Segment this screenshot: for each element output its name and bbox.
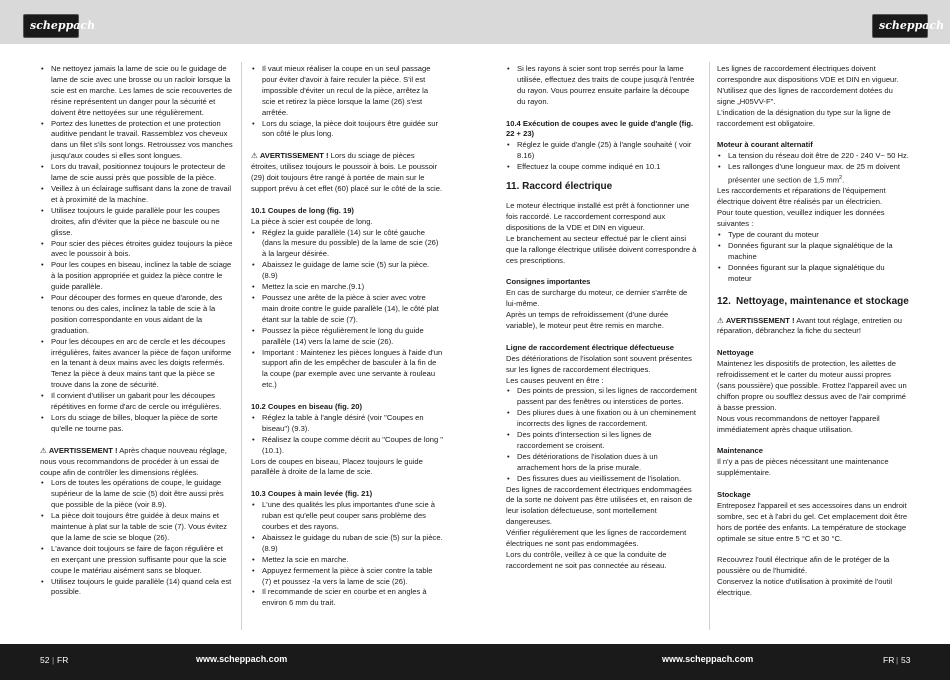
subheading-consignes: Consignes importantes xyxy=(506,277,591,287)
paragraph: En cas de surcharge du moteur, ce dernier s'arrête de lui-même. xyxy=(506,288,688,309)
list-item: • Réglez la guide parallèle (14) sur le côté gauche (dans la mesure du possible) de la lame de scie (26) à la largeur désirée. xyxy=(251,228,443,261)
list-item: • Ne nettoyez jamais la lame de scie ou le guidage de lame de scie avec une brosse ou un racloir lorsque la scie est en marche. Les lames de scie recouvertes de résine représentent un danger pour la sécurité et doivent être nettoyées sur une régulièrement. xyxy=(40,64,233,119)
list-item: • Il recommande de scier en courbe et en angles à environ 6 mm du trait. xyxy=(251,587,443,609)
paragraph: Le branchement au secteur effectué par le client ainsi que la rallonge électrique utilisée doivent correspondre à ces prescriptions. xyxy=(506,233,697,265)
motor-list xyxy=(717,151,910,186)
paragraph: Conservez la notice d'utilisation à proximité de l'outil électrique. xyxy=(717,577,893,598)
list-item: • Mettez la scie en marche.(9.1) xyxy=(251,282,443,293)
paragraph: Les causes peuvent en être : xyxy=(506,375,604,385)
warning-paragraph xyxy=(717,316,910,338)
footer-separator: | xyxy=(52,655,55,665)
section-heading-10-4: 10.4 Exécution de coupes avec le guide d'angle (fig. 22 + 23) xyxy=(506,118,694,139)
list-item: • Abaissez le guidage de lame scie (5) sur la pièce. (8.9) xyxy=(251,260,443,282)
list-item: • Portez des lunettes de protection et une protection auditive pendant le travail. Rassemblez vos cheveux dans un filet s'ils sont longs. Retroussez vos manches jusqu'aux coudes si elles sont longues. xyxy=(40,119,233,163)
paragraph: Après un temps de refroidissement (d'une durée variable), le moteur peut être remis en marche. xyxy=(506,310,669,330)
list-item: • Des pliures dues à une fixation ou à un cheminement incorrects des lignes de raccordement. xyxy=(506,408,699,430)
warning-text: Après chaque nouveau réglage, nous vous recommandons de procéder à un essai de coupe afin de contrôler les dimensions réglées. xyxy=(40,445,227,477)
list-item: • Si les rayons à scier sont trop serrés pour la lame utilisée, effectuez des traits de coupe jusqu'à l'entrée du rayon. Vous pourrez ensuite parfaire la découpe du rayon. xyxy=(506,64,699,108)
section-number: 12. xyxy=(717,295,731,307)
list-item: • L'avance doit toujours se faire de façon régulière et en exerçant une pression suffisante pour que la scie coupe le matériau aisément sans se bloquer. xyxy=(40,544,233,577)
warning-triangle-icon: ⚠ xyxy=(251,151,258,161)
list-item: • Des détériorations de l'isolation dues à un arrachement hors de la prise murale. xyxy=(506,452,699,474)
list-item: • Appuyez fermement la pièce à scier contre la table (7) et poussez -la vers la lame de scie (26). xyxy=(251,566,443,588)
warning-text: Lors du sciage de pièces étroites, utilisez toujours le poussoir à bois. Le poussoir (29) doit toujours être rangé à portée de main sur le support prévu à cet effet (60) placé sur le côté de la scie. xyxy=(251,151,443,193)
list-item: • Données figurant sur la plaque signalétique du moteur xyxy=(717,263,910,285)
section-title: Nettoyage, maintenance et stockage xyxy=(736,295,909,307)
list-item: • Important : Maintenez les pièces longues à l'aide d'un support afin de les empêcher de basculer à la fin de la coupe (par exemple avec une servante à rouleau etc.) xyxy=(251,348,443,392)
data-list xyxy=(717,230,910,285)
subheading-maintenance: Maintenance xyxy=(717,446,763,456)
column-3 xyxy=(506,64,699,572)
paragraph: Lors de coupes en biseau, Placez toujours le guide parallèle à droite de la lame de scie. xyxy=(251,456,423,477)
paragraph: Nous vous recommandons de nettoyer l'appareil immédiatement après chaque utilisation. xyxy=(717,413,880,434)
paragraph: Lors du contrôle, veillez à ce que la conduite de raccordement ne soit pas connectée au réseau. xyxy=(506,550,667,570)
steps-list xyxy=(251,228,443,392)
list-item: • L'une des qualités les plus importantes d'une scie à ruban est qu'elle peut couper sans problème des courbes et des rayons. xyxy=(251,500,443,533)
list-item: • Pour les découpes en arc de cercle et les découpes irrégulières, faites avancer la pièce de façon uniforme en la tenant à deux mains avec les doigts refermés. Tenez la pièce à deux mains tant que la pièce se trouve dans la zone de sécurité. xyxy=(40,337,233,392)
list-item: • Réglez le guide d'angle (25) à l'angle souhaité ( voir 8.16) xyxy=(506,140,699,162)
section-heading-12 xyxy=(717,296,910,308)
paragraph: Maintenez les dispositifs de protection, les ailettes de refroidissement et le carter du moteur aussi propres (sans poussière) que possible. Frottez l'appareil avec un chiffon propre ou soufflez dessus avec de l'air comprimé à basse pression. xyxy=(717,359,907,412)
list-item: • Abaissez le guidage du ruban de scie (5) sur la pièce. (8.9) xyxy=(251,533,443,555)
list-item: • Réglez la table à l'angle désiré (voir "Coupes en biseau") (9.3). xyxy=(251,413,443,435)
language-left: FR xyxy=(57,655,69,665)
footer-bar xyxy=(0,644,950,680)
column-2 xyxy=(251,64,443,609)
list-item: • Des points d'intersection si les lignes de raccordement se croisent. xyxy=(506,430,699,452)
paragraph: Des détériorations de l'isolation sont souvent présentes sur les lignes de raccordement électriques. xyxy=(506,353,692,374)
paragraph: Les raccordements et réparations de l'équipement électrique doivent être réalisés par un électricien. xyxy=(717,186,886,207)
language-right: FR xyxy=(883,655,895,665)
paragraph: Entreposez l'appareil et ses accessoires dans un endroit sombre, sec et à l'abri du gel. Cet emplacement doit être hors de portée des enfants. La température de stockage optimale se situe entre 5 °C et 30 °C. xyxy=(717,500,908,543)
list-item: • Type de courant du moteur xyxy=(717,230,910,241)
paragraph: Les lignes de raccordement électriques doivent correspondre aux dispositions VDE et DIN en vigueur. N'utilisez que des lignes de raccordement dotées du signe „H05VV-F". xyxy=(717,64,899,106)
list-item: • Effectuez la coupe comme indiqué en 10.1 xyxy=(506,162,699,173)
page-number-left: 52 xyxy=(40,655,50,665)
warning-label: AVERTISSEMENT ! xyxy=(259,151,329,161)
subheading-ligne: Ligne de raccordement électrique défectueuse xyxy=(506,342,674,352)
section-heading-10-1: 10.1 Coupes de long (fig. 19) xyxy=(251,205,354,215)
cutting-list xyxy=(40,478,233,598)
list-item: • Des points de pression, si les lignes de raccordement passent par des fenêtres ou interstices de portes. xyxy=(506,386,699,408)
page-number-right: 53 xyxy=(901,655,911,665)
list-item: • Utilisez toujours le guide parallèle (14) quand cela est possible. xyxy=(40,577,233,599)
list-item: • Pour scier des pièces étroites guidez toujours la pièce avec le poussoir à bois. xyxy=(40,239,233,261)
scheppach-logo-right: scheppach xyxy=(872,14,928,38)
warning-triangle-icon: ⚠ xyxy=(717,315,724,325)
section-heading-11: 11. Raccord électrique xyxy=(506,181,613,193)
website-link-right[interactable]: www.scheppach.com xyxy=(662,654,754,664)
steps-list xyxy=(506,64,699,108)
warning-label: AVERTISSEMENT ! xyxy=(725,315,795,325)
list-item: • Il convient d'utiliser un gabarit pour les découpes répétitives en forme d'arc de cercle ou irrégulières. xyxy=(40,391,233,413)
header-bar xyxy=(0,0,950,44)
list-item-text: Les rallonges d'une longueur max. de 25 m doivent présenter une section de 1,5 mm xyxy=(728,162,900,185)
warning-text: Avant tout réglage, entretien ou réparation, débranchez la fiche du secteur! xyxy=(717,315,903,336)
list-item: • Réalisez la coupe comme décrit au "Coupes de long " (10.1). xyxy=(251,435,443,457)
footer-separator: | xyxy=(896,655,899,665)
list-item: • Pour découper des formes en queue d'aronde, des tenons ou des cales, inclinez la table de scie à la position correspondante en vous aidant de la graduation. xyxy=(40,293,233,337)
paragraph: Il n'y a pas de pièces nécessitant une maintenance supplémentaire. xyxy=(717,457,889,478)
list-item: • Des fissures dues au vieillissement de l'isolation. xyxy=(506,474,699,485)
warning-paragraph xyxy=(251,151,443,195)
column-divider xyxy=(709,62,710,630)
safety-list xyxy=(40,64,233,435)
section-heading-10-3: 10.3 Coupes à main levée (fig. 21) xyxy=(251,489,373,499)
list-item: • Données figurant sur la plaque signalétique de la machine xyxy=(717,241,910,263)
column-1 xyxy=(40,64,233,598)
list-item: • Poussez la pièce régulièrement le long du guide parallèle (14) vers la lame de scie (26). xyxy=(251,326,443,348)
list-item: • Lors du sciage, la pièce doit toujours être guidée sur son côté le plus long. xyxy=(251,119,443,141)
warning-paragraph xyxy=(40,446,233,479)
website-link-left[interactable]: www.scheppach.com xyxy=(196,654,288,664)
warning-triangle-icon: ⚠ xyxy=(40,445,47,455)
cutting-list-continued xyxy=(251,64,443,140)
steps-list xyxy=(251,500,443,609)
column-divider xyxy=(241,62,242,630)
list-item: • La pièce doit toujours être guidée à deux mains et maintenue à plat sur la table de scie (7). Vous évitez que la lame de scie se bloque (26). xyxy=(40,511,233,544)
list-item: • Poussez une arête de la pièce à scier avec votre main droite contre le guide parallèle (14), le côté plat étant sur la table de scie (7). xyxy=(251,293,443,326)
steps-list xyxy=(251,413,443,457)
list-item: • Veillez à un éclairage suffisant dans la zone de travail et à proximité de la machine. xyxy=(40,184,233,206)
list-item: • Lors du sciage de billes, bloquer la pièce de sorte qu'elle ne tourne pas. xyxy=(40,413,233,435)
subheading-moteur: Moteur à courant alternatif xyxy=(717,140,813,150)
section-heading-10-2: 10.2 Coupes en biseau (fig. 20) xyxy=(251,402,362,412)
list-item: • Lors de toutes les opérations de coupe, le guidage supérieur de la lame de scie (5) doit être aussi près que possible de la pièce (voir 8.9). xyxy=(40,478,233,511)
paragraph: Recouvrez l'outil électrique afin de le protéger de la poussière ou de l'humidité. xyxy=(717,555,890,576)
list-item: • Pour les coupes en biseau, inclinez la table de sciage à la position appropriée et guidez la pièce contre le guide parallèle. xyxy=(40,260,233,293)
list-item xyxy=(717,162,910,186)
paragraph: Des lignes de raccordement électriques endommagées de la sorte ne doivent pas être utilisées et, en raison de leur isolation défectueuse, sont mortellement dangereuses. xyxy=(506,484,693,527)
paragraph: La pièce à scier est coupée de long. xyxy=(251,216,373,226)
scheppach-logo-left: scheppach xyxy=(23,14,79,38)
list-item-text-end: . xyxy=(842,175,845,185)
column-4 xyxy=(717,64,910,599)
list-item: • Lors du travail, positionnez toujours le protecteur de lame de scie aussi près que possible de la pièce. xyxy=(40,162,233,184)
subheading-stockage: Stockage xyxy=(717,489,751,499)
subheading-nettoyage: Nettoyage xyxy=(717,348,754,358)
paragraph: L'indication de la désignation du type sur la ligne de raccordement est obligatoire. xyxy=(717,107,891,128)
paragraph: Vérifier régulièrement que les lignes de raccordement électriques ne sont pas endommagées. xyxy=(506,528,687,549)
list-item: • La tension du réseau doit être de 220 - 240 V~ 50 Hz. xyxy=(717,151,910,162)
list-item: • Mettez la scie en marche. xyxy=(251,555,443,566)
paragraph: Le moteur électrique installé est prêt à fonctionner une fois raccordé. Le raccordement correspond aux dispositions de la VDE et DIN en vigueur. xyxy=(506,201,690,232)
steps-list xyxy=(506,140,699,173)
paragraph: Pour toute question, veuillez indiquer les données suivantes : xyxy=(717,208,885,229)
list-item: • Utilisez toujours le guide parallèle pour les coupes droites, afin d'éviter que la pièce ne bascule ou ne glisse. xyxy=(40,206,233,239)
superscript: 2 xyxy=(839,175,843,182)
warning-label: AVERTISSEMENT ! xyxy=(48,445,118,455)
causes-list xyxy=(506,386,699,484)
list-item: • Il vaut mieux réaliser la coupe en un seul passage pour éviter d'avoir à faire reculer la pièce. S'il est impossible d'éviter un recul de la pièce, arrêtez la scie et retirez la pièce lorsque la lame (26) s'est arrêtée. xyxy=(251,64,443,119)
